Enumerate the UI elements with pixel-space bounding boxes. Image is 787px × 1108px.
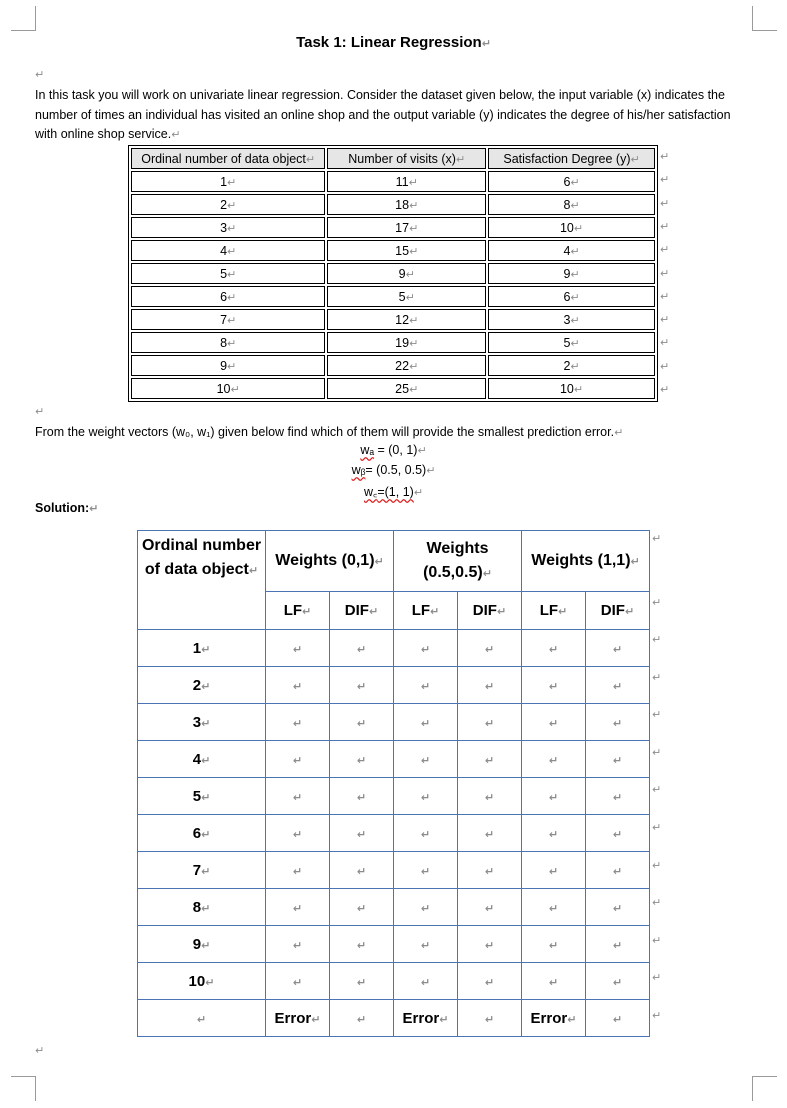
solution-empty-cell <box>394 926 458 963</box>
paragraph-mark: ↵ <box>484 717 495 730</box>
page-corner-bottom-right <box>752 1076 777 1101</box>
solution-subheader: DIF↵ <box>330 592 394 630</box>
solution-header-row <box>138 531 650 592</box>
solution-row-label: 4↵ <box>138 741 266 778</box>
paragraph-mark: ↵ <box>570 291 580 304</box>
solution-row <box>138 630 650 667</box>
paragraph-mark: ↵ <box>548 902 559 915</box>
solution-row <box>138 926 650 963</box>
dataset-cell: 6↵ <box>488 171 655 192</box>
dataset-cell: 19↵ <box>327 332 486 353</box>
dataset-cell: 15↵ <box>327 240 486 261</box>
solution-empty-cell <box>394 778 458 815</box>
solution-empty-cell <box>586 889 650 926</box>
paragraph-mark: ↵ <box>570 314 580 327</box>
paragraph-mark: ↵ <box>311 1013 321 1026</box>
paragraph-mark: ↵ <box>356 717 367 730</box>
weight-vector-b: wᵦ= (0.5, 0.5)↵ <box>351 463 436 477</box>
solution-empty-cell <box>522 889 586 926</box>
paragraph-mark: ↵ <box>227 222 237 235</box>
paragraph-mark: ↵ <box>612 828 623 841</box>
dataset-cell: 3↵ <box>488 309 655 330</box>
solution-label: Solution:↵ <box>35 501 99 515</box>
paragraph-mark: ↵ <box>567 1013 577 1026</box>
row-end-mark: ↵ <box>652 859 662 872</box>
paragraph-mark: ↵ <box>420 865 431 878</box>
paragraph-mark: ↵ <box>292 791 303 804</box>
paragraph-mark: ↵ <box>230 383 240 396</box>
paragraph-mark: ↵ <box>548 828 559 841</box>
solution-empty-cell <box>394 704 458 741</box>
dataset-cell: 1↵ <box>131 171 325 192</box>
paragraph-mark: ↵ <box>612 754 623 767</box>
paragraph-mark: ↵ <box>356 828 367 841</box>
row-end-mark: ↵ <box>652 784 662 797</box>
error-label: Error↵ <box>522 1000 586 1037</box>
dataset-row <box>131 332 655 353</box>
solution-empty-cell <box>458 704 522 741</box>
solution-empty-cell <box>586 741 650 778</box>
solution-table <box>137 530 650 1037</box>
solution-empty-cell <box>522 630 586 667</box>
paragraph-mark: ↵ <box>227 314 237 327</box>
paragraph-mark: ↵ <box>409 360 419 373</box>
page-corner-bottom-left <box>11 1076 36 1101</box>
paragraph-mark: ↵ <box>612 902 623 915</box>
paragraph-mark: ↵ <box>292 976 303 989</box>
paragraph-mark: ↵ <box>409 383 419 396</box>
paragraph-mark: ↵ <box>573 383 584 396</box>
paragraph-mark: ↵ <box>356 1013 367 1026</box>
paragraph-mark: ↵ <box>356 680 367 693</box>
solution-empty-cell <box>458 630 522 667</box>
dataset-row <box>131 171 655 192</box>
paragraph-mark: ↵ <box>548 976 559 989</box>
solution-row <box>138 778 650 815</box>
solution-row <box>138 815 650 852</box>
weights-header: Weights (0,1)↵ <box>266 531 394 592</box>
dataset-cell: 6↵ <box>488 286 655 307</box>
paragraph-mark: ↵ <box>292 680 303 693</box>
paragraph-mark: ↵ <box>484 865 495 878</box>
paragraph-mark: ↵ <box>201 939 211 952</box>
dataset-cell: 11↵ <box>327 171 486 192</box>
row-end-mark: ↵ <box>652 634 662 646</box>
paragraph-mark: ↵ <box>558 606 568 618</box>
dataset-cell: 8↵ <box>131 332 325 353</box>
dataset-table <box>128 145 658 402</box>
dataset-row <box>131 194 655 215</box>
paragraph-mark: ↵ <box>484 680 495 693</box>
solution-row <box>138 741 650 778</box>
paragraph-mark: ↵ <box>227 337 237 350</box>
paragraph-mark: ↵ <box>548 865 559 878</box>
paragraph-mark: ↵ <box>496 606 507 618</box>
paragraph-mark: ↵ <box>420 791 431 804</box>
paragraph-mark: ↵ <box>356 643 367 656</box>
paragraph-mark: ↵ <box>292 717 303 730</box>
dataset-cell: 12↵ <box>327 309 486 330</box>
paragraph-mark: ↵ <box>408 176 418 189</box>
paragraph-mark: ↵ <box>227 291 237 304</box>
solution-empty-cell <box>394 741 458 778</box>
error-label: Error↵ <box>266 1000 330 1037</box>
paragraph-mark: ↵ <box>570 337 580 350</box>
solution-empty-cell <box>586 630 650 667</box>
paragraph-mark: ↵ <box>624 606 635 618</box>
paragraph-mark: ↵ <box>484 902 495 915</box>
dataset-row <box>131 309 655 330</box>
paragraph-mark: ↵ <box>405 291 415 304</box>
dataset-cell: 4↵ <box>488 240 655 261</box>
weight-vector-c: w꜀=(1, 1)↵ <box>363 485 424 499</box>
paragraph-mark: ↵ <box>548 717 559 730</box>
solution-empty-cell <box>522 926 586 963</box>
paragraph-mark: ↵ <box>201 643 211 656</box>
paragraph-mark: ↵ <box>356 791 367 804</box>
solution-empty-cell <box>586 963 650 1000</box>
paragraph-mark: ↵ <box>368 606 379 618</box>
solution-empty-cell <box>586 667 650 704</box>
row-end-mark: ↵ <box>660 314 670 327</box>
solution-empty-cell <box>458 778 522 815</box>
dataset-row <box>131 355 655 376</box>
row-end-mark: ↵ <box>660 360 670 373</box>
solution-empty-cell <box>330 889 394 926</box>
solution-subheader: LF↵ <box>266 592 330 630</box>
dataset-cell: 9↵ <box>131 355 325 376</box>
row-end-mark: ↵ <box>652 822 662 834</box>
solution-empty-cell <box>394 667 458 704</box>
solution-empty-cell <box>522 815 586 852</box>
dataset-cell: 5↵ <box>327 286 486 307</box>
solution-empty-cell <box>330 815 394 852</box>
paragraph-mark: ↵ <box>570 176 580 189</box>
solution-empty-cell <box>266 926 330 963</box>
paragraph-mark: ↵ <box>484 939 495 952</box>
solution-empty-cell <box>522 741 586 778</box>
dataset-header: Number of visits (x)↵ <box>327 148 486 169</box>
solution-empty-cell <box>586 815 650 852</box>
weights-header: Weights (1,1)↵ <box>522 531 650 592</box>
dataset-header: Satisfaction Degree (y)↵ <box>488 148 655 169</box>
dataset-cell: 6↵ <box>131 286 325 307</box>
solution-error-row <box>138 1000 650 1037</box>
row-end-mark: ↵ <box>660 174 670 187</box>
solution-empty-cell <box>330 667 394 704</box>
row-end-mark: ↵ <box>660 244 670 257</box>
dataset-cell: 2↵ <box>131 194 325 215</box>
paragraph-mark: ↵ <box>405 268 415 281</box>
paragraph-mark: ↵ <box>292 902 303 915</box>
paragraph-mark: ↵ <box>548 939 559 952</box>
paragraph-mark: ↵ <box>420 902 431 915</box>
row-end-mark: ↵ <box>660 267 670 280</box>
paragraph-mark: ↵ <box>409 199 419 212</box>
paragraph-mark: ↵ <box>548 791 559 804</box>
page-corner-top-right <box>752 6 777 31</box>
solution-empty-cell <box>458 852 522 889</box>
paragraph-mark: ↵ <box>196 1013 207 1026</box>
solution-empty-cell <box>330 963 394 1000</box>
dataset-cell: 10↵ <box>488 217 655 238</box>
row-end-mark: ↵ <box>652 533 662 545</box>
solution-subheader: DIF↵ <box>586 592 650 630</box>
row-end-mark: ↵ <box>652 1010 662 1022</box>
paragraph-mark: ↵ <box>205 976 215 989</box>
paragraph-mark: ↵ <box>227 199 237 212</box>
solution-empty-cell <box>586 1000 650 1037</box>
paragraph-mark: ↵ <box>420 976 431 989</box>
solution-row-label: 1↵ <box>138 630 266 667</box>
paragraph-mark: ↵ <box>292 828 303 841</box>
paragraph-mark: ↵ <box>292 754 303 767</box>
paragraph-mark: ↵ <box>201 717 211 730</box>
solution-empty-cell <box>266 704 330 741</box>
row-end-mark: ↵ <box>660 151 670 163</box>
question-text: From the weight vectors (w₀, w₁) given below find which of them will provide the smallest prediction error.↵ <box>35 425 624 439</box>
dataset-cell: 9↵ <box>488 263 655 284</box>
dataset-row <box>131 378 655 399</box>
dataset-cell: 8↵ <box>488 194 655 215</box>
solution-row-label: 2↵ <box>138 667 266 704</box>
row-end-mark: ↵ <box>652 972 662 985</box>
paragraph-mark: ↵ <box>201 680 211 693</box>
solution-empty-cell <box>330 630 394 667</box>
paragraph-mark: ↵ <box>201 902 211 915</box>
solution-empty-cell <box>330 926 394 963</box>
paragraph-mark: ↵ <box>570 199 580 212</box>
paragraph-mark: ↵ <box>484 643 495 656</box>
weights-header: Weights (0.5,0.5)↵ <box>394 531 522 592</box>
solution-row-label: 6↵ <box>138 815 266 852</box>
dataset-row <box>131 217 655 238</box>
solution-empty-cell <box>522 963 586 1000</box>
paragraph-mark: ↵ <box>201 865 211 878</box>
paragraph-mark: ↵ <box>484 976 495 989</box>
intro-paragraph: In this task you will work on univariate linear regression. Consider the dataset given below, the input variable (x) indicates the number of times an individual has visited an online shop and the output variable (y) indicates the degree of his/her satisfaction with online shop service.↵ <box>35 88 731 141</box>
paragraph-mark: ↵ <box>612 680 623 693</box>
solution-empty-cell <box>586 852 650 889</box>
paragraph-mark: ↵ <box>409 222 419 235</box>
paragraph-mark: ↵ <box>548 680 559 693</box>
solution-empty-cell <box>330 1000 394 1037</box>
solution-subheader: LF↵ <box>394 592 458 630</box>
paragraph-mark: ↵ <box>35 69 45 81</box>
paragraph-mark: ↵ <box>420 643 431 656</box>
dataset-row <box>131 240 655 261</box>
dataset-cell: 10↵ <box>131 378 325 399</box>
paragraph-mark: ↵ <box>420 717 431 730</box>
dataset-row <box>131 286 655 307</box>
page-corner-top-left <box>11 6 36 31</box>
paragraph-mark: ↵ <box>201 828 211 841</box>
dataset-cell: 5↵ <box>488 332 655 353</box>
solution-empty-cell <box>266 778 330 815</box>
solution-empty-cell <box>458 963 522 1000</box>
paragraph-mark: ↵ <box>484 828 495 841</box>
paragraph-mark: ↵ <box>439 1013 449 1026</box>
paragraph-mark: ↵ <box>430 606 440 618</box>
paragraph-mark: ↵ <box>356 939 367 952</box>
paragraph-mark: ↵ <box>409 314 419 327</box>
solution-empty-cell <box>458 1000 522 1037</box>
error-label: Error↵ <box>394 1000 458 1037</box>
solution-empty-cell <box>266 667 330 704</box>
paragraph-mark: ↵ <box>612 939 623 952</box>
dataset-cell: 22↵ <box>327 355 486 376</box>
solution-empty-cell <box>522 667 586 704</box>
paragraph-mark: ↵ <box>612 976 623 989</box>
paragraph-mark: ↵ <box>573 222 584 235</box>
row-end-mark: ↵ <box>652 671 662 684</box>
solution-row-label <box>138 1000 266 1037</box>
solution-empty-cell <box>330 778 394 815</box>
dataset-cell: 3↵ <box>131 217 325 238</box>
paragraph-mark: ↵ <box>35 1045 45 1057</box>
paragraph-mark: ↵ <box>292 939 303 952</box>
paragraph-mark: ↵ <box>227 176 237 189</box>
solution-empty-cell <box>394 963 458 1000</box>
paragraph-mark: ↵ <box>548 754 559 767</box>
solution-row <box>138 667 650 704</box>
row-end-mark: ↵ <box>652 934 662 947</box>
solution-empty-cell <box>266 630 330 667</box>
dataset-cell: 25↵ <box>327 378 486 399</box>
paragraph-mark: ↵ <box>201 791 211 804</box>
solution-empty-cell <box>266 889 330 926</box>
paragraph-mark: ↵ <box>356 902 367 915</box>
dataset-cell: 7↵ <box>131 309 325 330</box>
paragraph-mark: ↵ <box>420 754 431 767</box>
solution-empty-cell <box>586 704 650 741</box>
paragraph-mark: ↵ <box>292 643 303 656</box>
dataset-header-row <box>131 148 655 169</box>
paragraph-mark: ↵ <box>612 643 623 656</box>
paragraph-mark: ↵ <box>420 680 431 693</box>
paragraph-mark: ↵ <box>356 865 367 878</box>
paragraph-mark: ↵ <box>548 643 559 656</box>
solution-row <box>138 963 650 1000</box>
row-end-mark: ↵ <box>660 337 670 350</box>
paragraph-mark: ↵ <box>570 268 580 281</box>
solution-empty-cell <box>330 741 394 778</box>
paragraph-mark: ↵ <box>420 939 431 952</box>
solution-empty-cell <box>330 704 394 741</box>
solution-subheader: DIF↵ <box>458 592 522 630</box>
row-end-mark: ↵ <box>660 384 670 396</box>
paragraph-mark: ↵ <box>227 360 237 373</box>
paragraph-mark: ↵ <box>35 406 45 418</box>
solution-empty-cell <box>266 963 330 1000</box>
dataset-cell: 5↵ <box>131 263 325 284</box>
solution-empty-cell <box>458 815 522 852</box>
paragraph-mark: ↵ <box>570 245 580 258</box>
weight-vector-a: wₐ = (0, 1)↵ <box>360 443 427 457</box>
dataset-cell: 10↵ <box>488 378 655 399</box>
paragraph-mark: ↵ <box>227 268 237 281</box>
solution-empty-cell <box>458 926 522 963</box>
row-end-mark: ↵ <box>660 220 670 233</box>
solution-row <box>138 889 650 926</box>
solution-row <box>138 852 650 889</box>
page-title: Task 1: Linear Regression↵ <box>296 34 491 51</box>
solution-empty-cell <box>522 704 586 741</box>
solution-empty-cell <box>394 630 458 667</box>
solution-empty-cell <box>266 815 330 852</box>
row-end-mark: ↵ <box>660 290 670 303</box>
solution-row-label: 7↵ <box>138 852 266 889</box>
solution-empty-cell <box>522 852 586 889</box>
dataset-row <box>131 263 655 284</box>
row-end-mark: ↵ <box>660 197 670 210</box>
dataset-cell: 9↵ <box>327 263 486 284</box>
solution-empty-cell <box>586 926 650 963</box>
paragraph-mark: ↵ <box>292 865 303 878</box>
paragraph-mark: ↵ <box>409 337 419 350</box>
row-end-mark: ↵ <box>652 709 662 722</box>
solution-empty-cell <box>394 889 458 926</box>
dataset-cell: 18↵ <box>327 194 486 215</box>
solution-empty-cell <box>394 852 458 889</box>
solution-empty-cell <box>458 741 522 778</box>
paragraph-mark: ↵ <box>409 245 419 258</box>
paragraph-mark: ↵ <box>420 828 431 841</box>
paragraph-mark: ↵ <box>612 1013 623 1026</box>
dataset-header: Ordinal number of data object↵ <box>131 148 325 169</box>
paragraph-mark: ↵ <box>570 360 580 373</box>
paragraph-mark: ↵ <box>201 754 211 767</box>
dataset-cell: 2↵ <box>488 355 655 376</box>
paragraph-mark: ↵ <box>356 976 367 989</box>
solution-empty-cell <box>522 778 586 815</box>
paragraph-mark: ↵ <box>612 717 623 730</box>
paragraph-mark: ↵ <box>356 754 367 767</box>
paragraph-mark: ↵ <box>302 606 312 618</box>
row-end-mark: ↵ <box>652 897 662 910</box>
solution-empty-cell <box>266 741 330 778</box>
solution-empty-cell <box>586 778 650 815</box>
paragraph-mark: ↵ <box>227 245 237 258</box>
paragraph-mark: ↵ <box>612 791 623 804</box>
paragraph-mark: ↵ <box>484 791 495 804</box>
paragraph-mark: ↵ <box>484 1013 495 1026</box>
solution-empty-cell <box>330 852 394 889</box>
solution-row-label: 3↵ <box>138 704 266 741</box>
dataset-cell: 17↵ <box>327 217 486 238</box>
solution-empty-cell <box>458 889 522 926</box>
solution-row-label: 9↵ <box>138 926 266 963</box>
row-end-mark: ↵ <box>652 746 662 759</box>
solution-empty-cell <box>394 815 458 852</box>
solution-row-label: 8↵ <box>138 889 266 926</box>
solution-empty-cell <box>458 667 522 704</box>
solution-row-label: 5↵ <box>138 778 266 815</box>
paragraph-mark: ↵ <box>484 754 495 767</box>
dataset-cell: 4↵ <box>131 240 325 261</box>
solution-subheader: LF↵ <box>522 592 586 630</box>
solution-row-label: 10↵ <box>138 963 266 1000</box>
solution-row <box>138 704 650 741</box>
row-end-mark: ↵ <box>652 597 662 609</box>
solution-empty-cell <box>266 852 330 889</box>
solution-col0-header: Ordinal number of data object↵ <box>138 531 266 630</box>
paragraph-mark: ↵ <box>612 865 623 878</box>
